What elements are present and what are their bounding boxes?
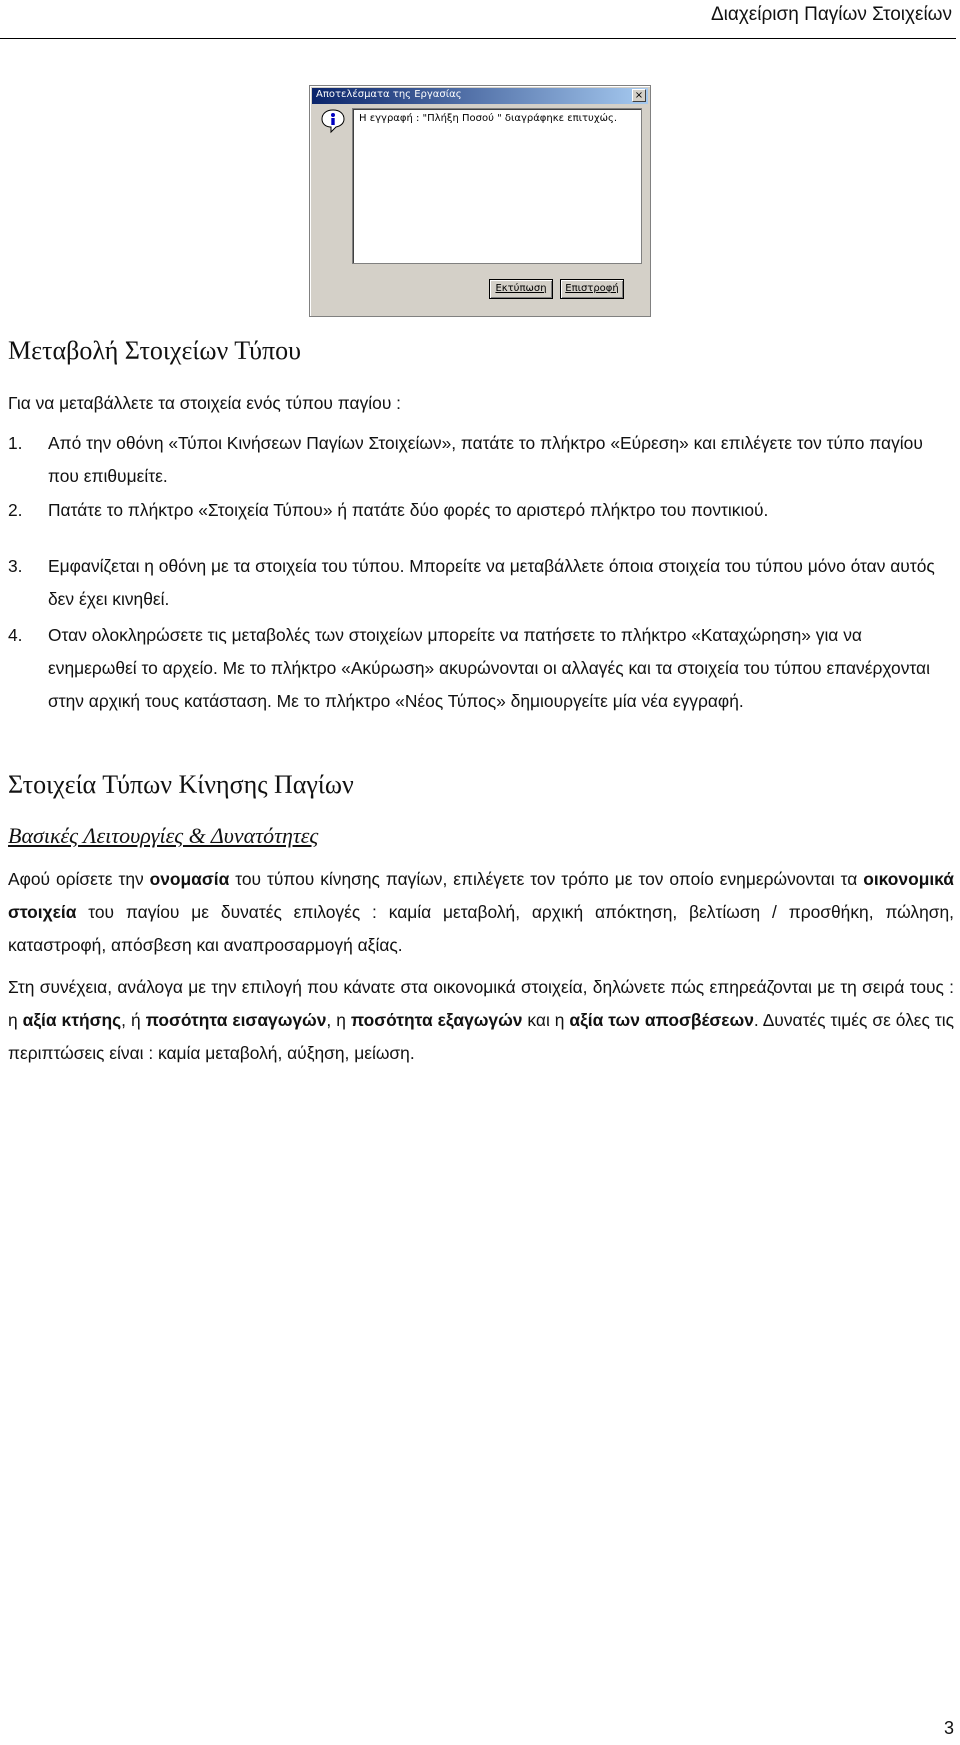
paragraph-effects <box>8 971 954 1070</box>
close-icon[interactable]: × <box>632 89 646 102</box>
intro-text: Για να μεταβάλλετε τα στοιχεία ενός τύπου παγίου : <box>8 393 401 413</box>
dialog-message: Η εγγραφή : "Πλήξη Ποσού " διαγράφηκε επιτυχώς. <box>359 113 618 124</box>
text-run: Αφού ορίσετε την <box>8 869 150 889</box>
list-number: 3. <box>8 556 23 576</box>
list-item <box>8 619 954 718</box>
bold-term: οικονομικά στοιχεία <box>8 869 954 922</box>
bold-term: ποσότητα εξαγωγών <box>350 1010 523 1030</box>
header-title: Διαχείριση Παγίων Στοιχείων <box>710 4 952 25</box>
results-dialog-screenshot <box>309 85 651 317</box>
list-number: 2. <box>8 500 23 520</box>
list-item <box>8 494 954 527</box>
section-title-modify-type: Μεταβολή Στοιχείων Τύπου <box>8 336 302 365</box>
dialog-message-box[interactable] <box>352 108 642 264</box>
bold-term: ποσότητα εισαγωγών <box>145 1010 327 1030</box>
page-number: 3 <box>943 1718 954 1738</box>
list-item <box>8 427 954 493</box>
dialog-titlebar <box>312 88 648 104</box>
text-run: του τύπου κίνησης παγίων, επιλέγετε τον τρόπο με τον οποίο ενημερώνονται τα <box>229 869 864 889</box>
list-number: 1. <box>8 433 23 453</box>
text-run: του παγίου με δυνατές επιλογές : καμία μεταβολή, αρχική απόκτηση, βελτίωση / προσθήκη, πώληση, καταστροφή, απόσβεση και αναπροσαρμογή αξίας. <box>8 902 954 955</box>
section-subtitle: Βασικές Λειτουργίες & Δυνατότητες <box>8 823 319 848</box>
list-text: Από την οθόνη «Τύποι Κινήσεων Παγίων Στοιχείων», πατάτε το πλήκτρο «Εύρεση» και επιλέγετε τον τύπο παγίου που επιθυμείτε. <box>48 433 923 486</box>
list-text: Πατάτε το πλήκτρο «Στοιχεία Τύπου» ή πατάτε δύο φορές το αριστερό πλήκτρο του ποντικιού. <box>48 500 769 520</box>
text-run: , η <box>326 1010 351 1030</box>
bold-term: αξία κτήσης <box>22 1010 122 1030</box>
text-run: και η <box>522 1010 570 1030</box>
info-icon <box>320 108 346 134</box>
text-run: . Δυνατές τιμές σε όλες τις περιπτώσεις είναι : καμία μεταβολή, αύξηση, μείωση. <box>8 1010 954 1063</box>
list-text: Οταν ολοκληρώσετε τις μεταβολές των στοιχείων μπορείτε να πατήσετε το πλήκτρο «Καταχώρηση» για να ενημερωθεί το αρχείο. Με το πλήκτρο «Ακύρωση» ακυρώνονται οι αλλαγές και τα στοιχεία του τύπου επανέρχονται στην αρχική τους κατάσταση. Με το πλήκτρο «Νέος Τύπος» δημιουργείτε μία νέα εγγραφή. <box>48 625 930 711</box>
dialog-title: Αποτελέσματα της Εργασίας <box>316 89 462 100</box>
list-item <box>8 550 954 616</box>
bold-term: ονομασία <box>149 869 230 889</box>
return-button[interactable]: Επιστροφή <box>560 279 624 299</box>
page-header <box>0 0 956 39</box>
section-title-movement-types: Στοιχεία Τύπων Κίνησης Παγίων <box>8 770 354 799</box>
bold-term: αξία των αποσβέσεων <box>569 1010 754 1030</box>
paragraph-financial-data <box>8 863 954 962</box>
print-button[interactable]: Εκτύπωση <box>489 279 553 299</box>
text-run: , ή <box>121 1010 146 1030</box>
list-text: Εμφανίζεται η οθόνη με τα στοιχεία του τύπου. Μπορείτε να μεταβάλλετε όποια στοιχεία του τύπου μόνο όταν αυτός δεν έχει κινηθεί. <box>48 556 935 609</box>
list-number: 4. <box>8 625 23 645</box>
text-run: Στη συνέχεια, ανάλογα με την επιλογή που κάνατε στα οικονομικά στοιχεία, δηλώνετε πώς επηρεάζονται με τη σειρά τους : η <box>8 977 954 1030</box>
